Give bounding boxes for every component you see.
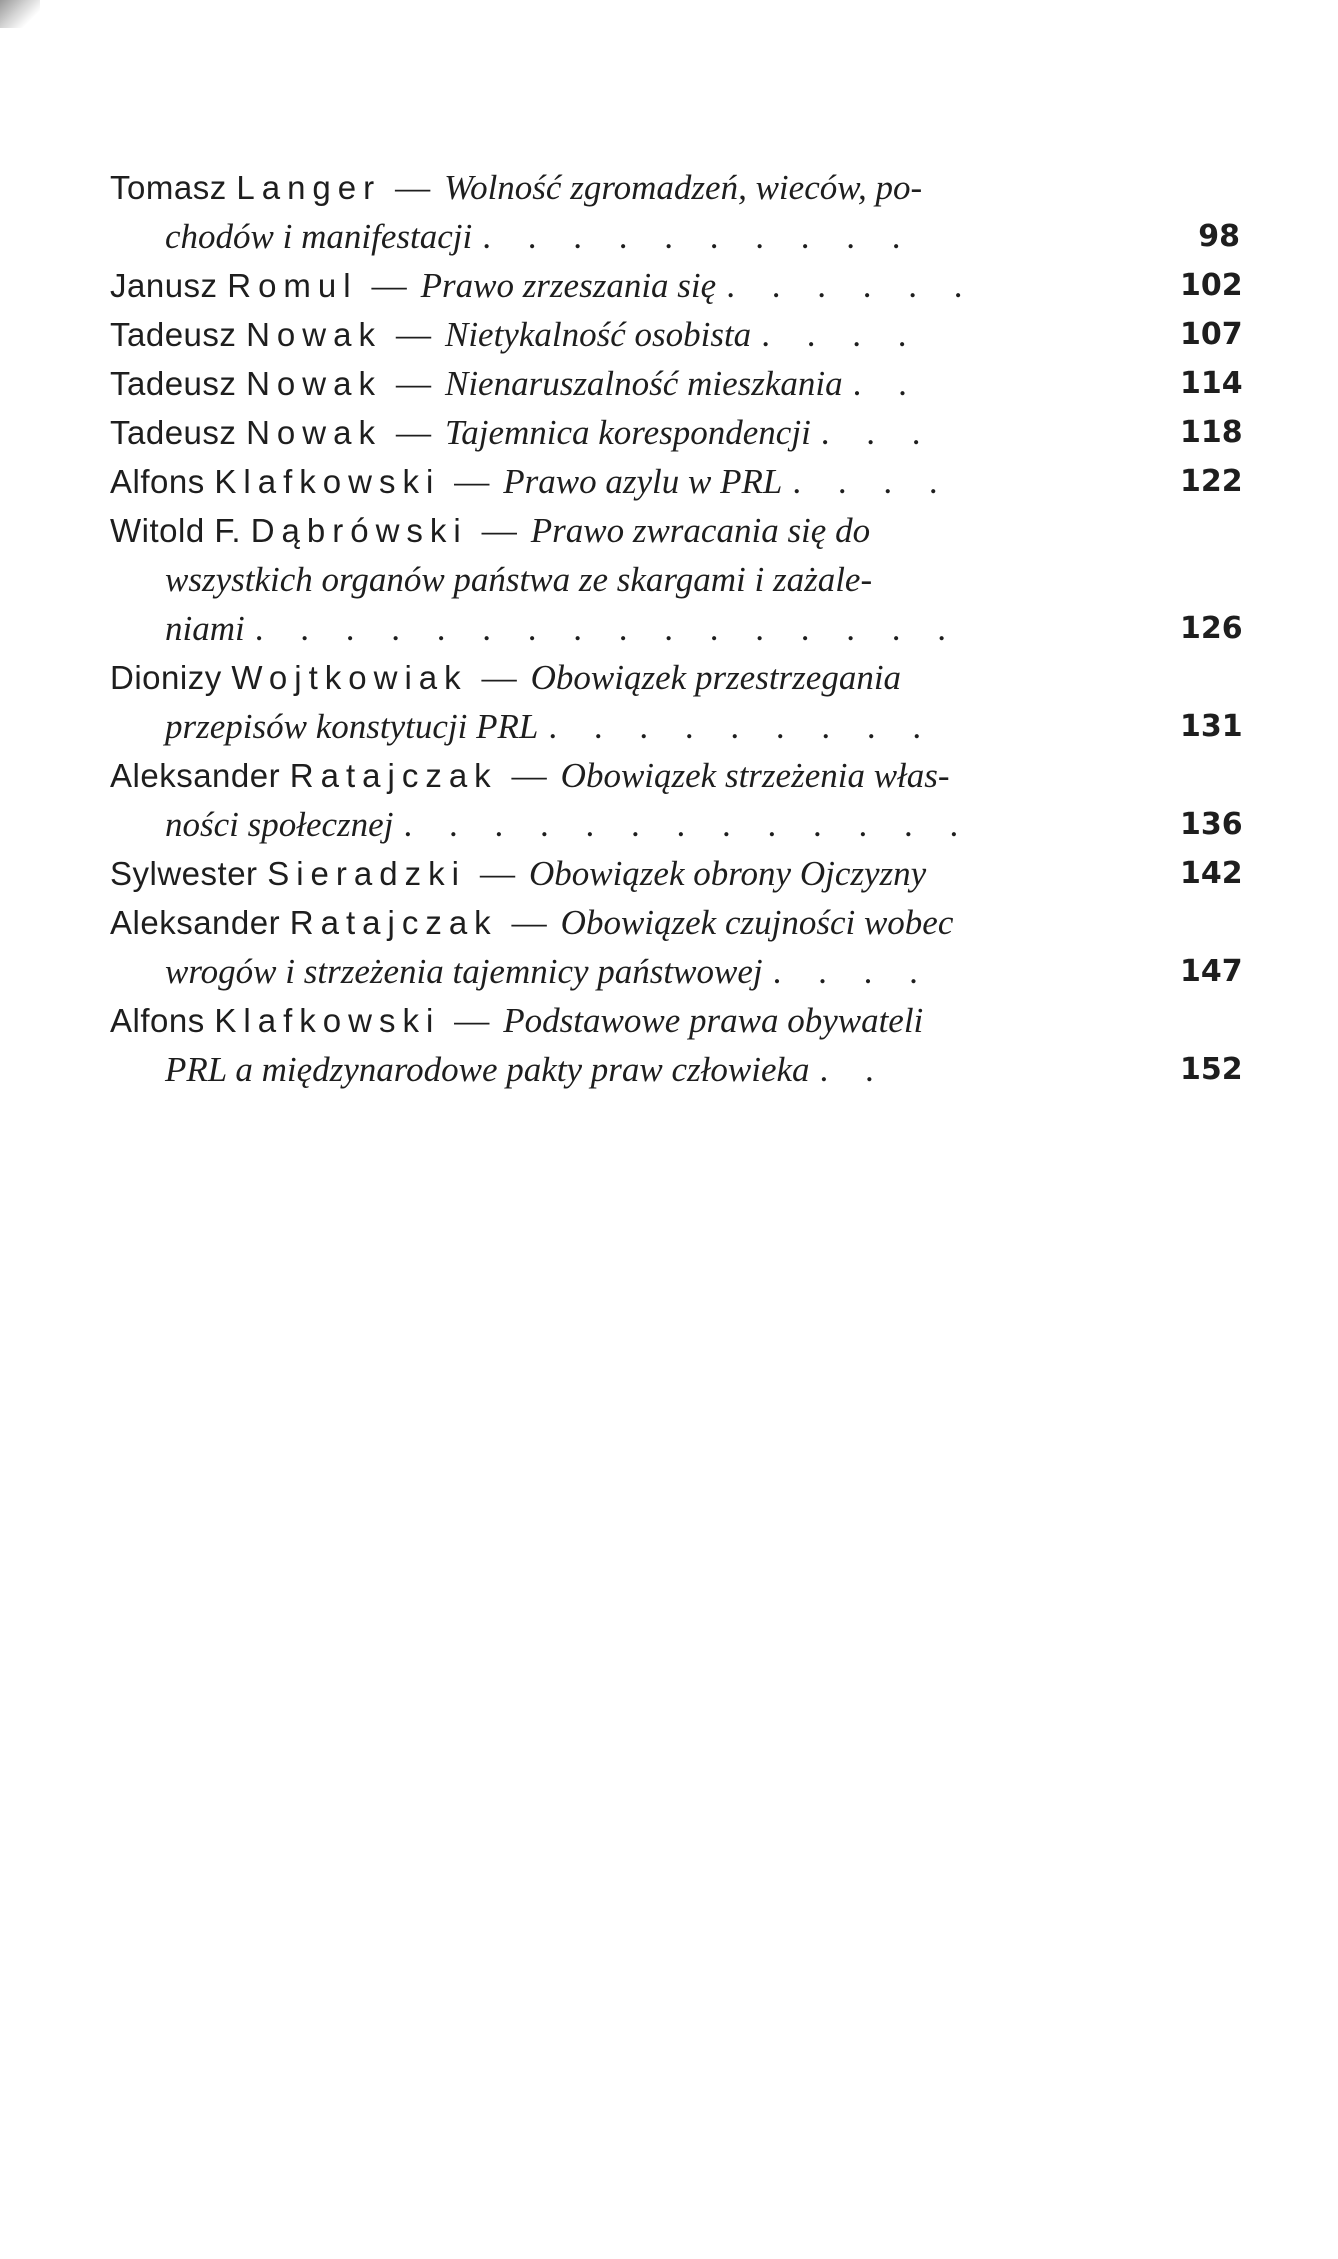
author-last-name: Romul [227,267,358,304]
em-dash: — [511,756,547,795]
toc-entry-continuation-line [110,947,1243,996]
toc-entry [110,849,1243,898]
author-name [110,659,468,696]
toc-entry-first-line [110,310,1243,359]
author-name [110,169,381,206]
toc-entry-continuation-line [110,1045,1243,1094]
toc-entry-first-line [110,163,1240,212]
author-first-name: Alfons [110,463,205,500]
page-number: 136 [1180,807,1243,842]
toc-entry-first-line [110,898,1240,947]
dot-leader: . . . . . . [726,266,977,305]
chapter-title: ności społecznej [165,805,394,844]
author-last-name: Ratajczak [289,757,498,794]
chapter-title: przepisów konstytucji PRL [165,707,539,746]
em-dash: — [454,1001,490,1040]
author-first-name: Aleksander [110,904,281,941]
chapter-title: niami [165,609,245,648]
page-number: 131 [1180,709,1243,744]
toc-entry-continuation-line [110,702,1243,751]
toc-entry [110,261,1243,310]
dot-leader: . . . . [772,952,932,991]
page-number: 118 [1180,415,1243,450]
author-name [110,1002,440,1039]
toc-entry-first-line [110,653,1240,702]
chapter-title: Obowiązek strzeżenia włas- [560,756,950,795]
author-last-name: Nowak [246,365,382,402]
chapter-title: Nietykalność osobista [444,315,752,354]
dot-leader: . . . . [792,462,952,501]
table-of-contents [110,163,1243,1094]
em-dash: — [479,854,515,893]
toc-entry-first-line [110,849,1243,898]
chapter-title: Prawo zwracania się do [530,511,871,550]
dot-leader: . . [852,364,921,403]
author-first-name: Tomasz [110,169,227,206]
toc-entry [110,163,1240,261]
author-first-name: Dionizy [110,659,222,696]
page-number: 102 [1180,268,1243,303]
chapter-title: Tajemnica korespondencji [444,413,811,452]
toc-entry-first-line [110,261,1243,310]
em-dash: — [481,511,517,550]
toc-entry-continuation-line [110,555,1240,604]
author-last-name: Nowak [246,316,382,353]
author-name [110,512,468,549]
toc-entry-first-line [110,506,1240,555]
toc-entry [110,506,1243,653]
toc-entry-first-line [110,457,1243,506]
em-dash: — [395,315,431,354]
author-last-name: Klafkowski [214,1002,441,1039]
page-number: 107 [1180,317,1243,352]
page-number: 147 [1180,954,1243,989]
author-first-name: Witold F. [110,512,242,549]
author-last-name: Wojtkowiak [231,659,468,696]
toc-entry [110,457,1243,506]
toc-entry [110,653,1243,751]
chapter-title: Nienaruszalność mieszkania [444,364,843,403]
chapter-title: Obowiązek obrony Ojczyzny [528,854,927,893]
chapter-title: wrogów i strzeżenia tajemnicy państwowej [165,952,763,991]
toc-entry-first-line [110,408,1243,457]
author-first-name: Sylwester [110,855,258,892]
author-last-name: Dąbrówski [250,512,468,549]
author-name [110,316,382,353]
toc-entry-first-line [110,751,1240,800]
dot-leader: . . . . . . . . . [548,707,936,746]
em-dash: — [395,364,431,403]
chapter-title: Obowiązek przestrzegania [530,658,902,697]
author-name [110,904,498,941]
author-first-name: Janusz [110,267,218,304]
page-number: 114 [1180,366,1243,401]
author-name [110,757,498,794]
author-name [110,855,466,892]
author-last-name: Nowak [246,414,382,451]
chapter-title: Obowiązek czujności wobec [560,903,954,942]
chapter-title: Podstawowe prawa obywateli [503,1001,924,1040]
toc-entry-continuation-line [110,604,1243,653]
chapter-title: Wolność zgromadzeń, wieców, po- [444,168,923,207]
em-dash: — [371,266,407,305]
dot-leader: . . . . . . . . . . . . . [403,805,973,844]
author-first-name: Aleksander [110,757,281,794]
page-number: 152 [1180,1052,1243,1087]
toc-entry [110,359,1243,408]
author-last-name: Langer [236,169,382,206]
chapter-title: PRL a międzynarodowe pakty praw człowieka [165,1050,810,1089]
toc-entry-continuation-line [110,212,1240,261]
toc-entry-continuation-line [110,800,1243,849]
em-dash: — [395,168,431,207]
page-number: 122 [1180,464,1243,499]
toc-entry [110,898,1243,996]
em-dash: — [395,413,431,452]
dot-leader: . . . . [761,315,921,354]
dot-leader: . . . . . . . . . . [482,217,915,256]
chapter-title: Prawo azylu w PRL [503,462,783,501]
dot-leader: . . [819,1050,888,1089]
chapter-title: wszystkich organów państwa ze skargami i zażale- [165,560,873,599]
chapter-title: Prawo zrzeszania się [420,266,717,305]
author-first-name: Tadeusz [110,365,237,402]
page-number: 142 [1180,856,1243,891]
author-name [110,414,382,451]
dot-leader: . . . . . . . . . . . . . . . . [254,609,960,648]
em-dash: — [511,903,547,942]
author-first-name: Alfons [110,1002,205,1039]
em-dash: — [481,658,517,697]
dot-leader: . . . [820,413,935,452]
scan-corner-shadow [0,0,40,28]
author-name [110,463,440,500]
author-first-name: Tadeusz [110,414,237,451]
toc-entry-first-line [110,359,1243,408]
author-name [110,267,358,304]
toc-entry [110,310,1243,359]
page-number: 98 [1198,219,1240,254]
author-name [110,365,382,402]
author-last-name: Klafkowski [214,463,441,500]
toc-entry [110,408,1243,457]
author-last-name: Ratajczak [289,904,498,941]
em-dash: — [454,462,490,501]
toc-entry-first-line [110,996,1240,1045]
page-number: 126 [1180,611,1243,646]
author-first-name: Tadeusz [110,316,237,353]
toc-entry [110,751,1243,849]
toc-entry [110,996,1243,1094]
chapter-title: chodów i manifestacji [165,217,473,256]
author-last-name: Sieradzki [267,855,466,892]
